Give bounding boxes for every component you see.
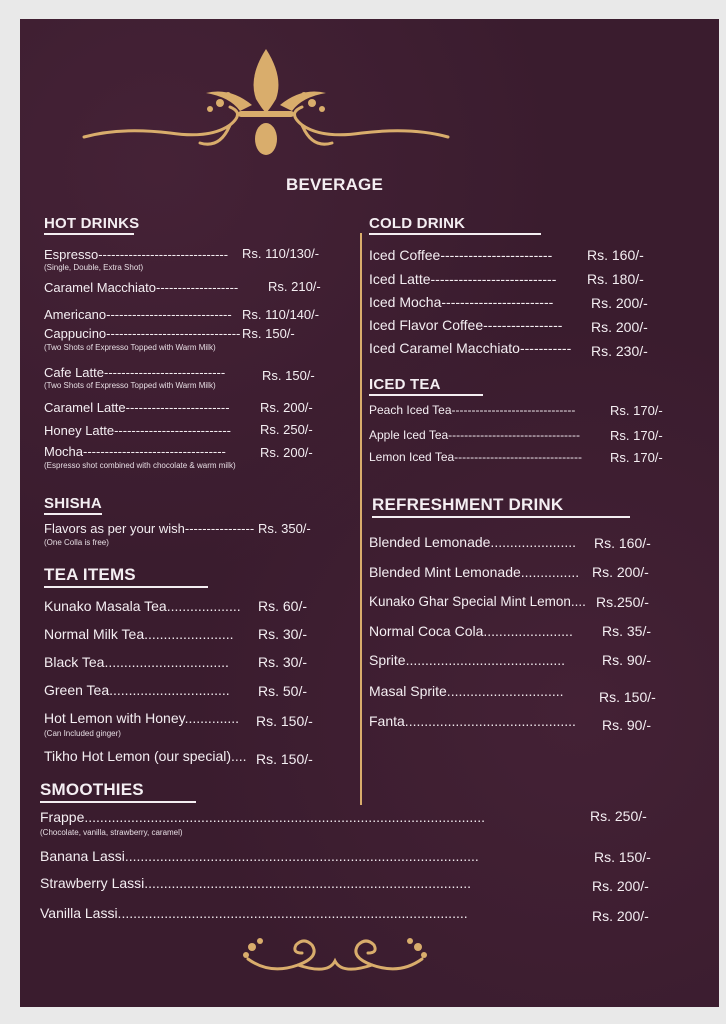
menu-item-price: Rs. 30/- [258, 626, 308, 642]
menu-item-price: Rs. 200/- [592, 878, 649, 894]
menu-item-price: Rs. 150/- [256, 751, 313, 767]
menu-item-price: Rs.250/- [596, 594, 649, 610]
section-underline [44, 513, 102, 515]
menu-item-name: Fanta............................................ [369, 713, 576, 729]
menu-item-name: Tikho Hot Lemon (our special).... [44, 748, 247, 764]
menu-item-name: Iced Mocha------------------------ [369, 294, 554, 310]
menu-item-note: (Can Included ginger) [44, 729, 121, 738]
menu-item-price: Rs. 200/- [591, 295, 648, 311]
menu-item-price: Rs. 170/- [610, 450, 663, 465]
menu-item-price: Rs. 150/- [242, 326, 295, 341]
menu-item-name: Caramel Macchiato------------------- [44, 280, 239, 295]
menu-item-note: (Espresso shot combined with chocolate & warm milk) [44, 461, 236, 470]
menu-item-name: Flavors as per your wish---------------- [44, 521, 255, 536]
menu-item-price: Rs. 110/130/- [242, 246, 320, 261]
menu-item-price: Rs. 150/- [256, 713, 313, 729]
menu-item-name: Frappe....................................................................................................... [40, 809, 485, 825]
menu-item-price: Rs. 110/140/- [242, 307, 320, 322]
menu-item-name: Honey Latte--------------------------- [44, 423, 231, 438]
section-underline [372, 516, 630, 518]
section-heading-iced-tea: ICED TEA [369, 376, 441, 393]
scroll-ornament-icon [240, 931, 430, 981]
menu-item-name: Lemon Iced Tea-------------------------------- [369, 450, 583, 464]
menu-item-price: Rs. 180/- [587, 271, 644, 287]
menu-item-name: Banana Lassi........................................................................................... [40, 848, 479, 864]
menu-item-price: Rs. 150/- [262, 368, 315, 383]
menu-item-price: Rs. 200/- [260, 400, 313, 415]
section-underline [369, 394, 483, 396]
column-divider [360, 233, 362, 805]
menu-item-price: Rs. 150/- [599, 689, 656, 705]
menu-item-price: Rs. 210/- [268, 279, 321, 294]
menu-item-name: Cafe Latte---------------------------- [44, 365, 226, 380]
menu-card [20, 19, 719, 1007]
menu-item-name: Iced Flavor Coffee----------------- [369, 317, 563, 333]
menu-item-name: Black Tea................................ [44, 654, 229, 670]
section-heading-smoothies: SMOOTHIES [40, 780, 144, 799]
section-underline [44, 586, 208, 588]
menu-item-name: Cappucino------------------------------- [44, 326, 241, 341]
section-heading-hot-drinks: HOT DRINKS [44, 215, 140, 232]
fleur-de-lis-ornament-icon [80, 47, 452, 177]
menu-item-note: (Single, Double, Extra Shot) [44, 263, 144, 272]
menu-item-price: Rs. 90/- [602, 717, 652, 733]
menu-item-note: (One Colla is free) [44, 538, 109, 547]
menu-item-name: Peach Iced Tea------------------------------- [369, 403, 576, 417]
menu-item-price: Rs. 250/- [590, 808, 647, 824]
menu-item-name: Masal Sprite.............................. [369, 683, 564, 699]
menu-item-price: Rs. 90/- [602, 652, 652, 668]
menu-item-price: Rs. 50/- [258, 683, 308, 699]
page-title: BEVERAGE [286, 175, 384, 194]
menu-item-name: Mocha--------------------------------- [44, 444, 226, 459]
section-heading-cold-drink: COLD DRINK [369, 215, 466, 232]
menu-item-name: Blended Lemonade...................... [369, 534, 577, 550]
menu-item-price: Rs. 250/- [260, 422, 313, 437]
menu-item-name: Hot Lemon with Honey.............. [44, 710, 240, 726]
menu-item-price: Rs. 200/- [592, 908, 649, 924]
menu-item-name: Sprite......................................... [369, 652, 566, 668]
menu-item-name: Caramel Latte------------------------ [44, 400, 230, 415]
menu-item-name: Normal Coca Cola....................... [369, 623, 573, 639]
menu-item-price: Rs. 160/- [587, 247, 644, 263]
section-heading-shisha: SHISHA [44, 495, 102, 512]
section-underline [44, 233, 134, 235]
section-heading-refreshment-drink: REFRESHMENT DRINK [372, 495, 564, 514]
menu-item-name: Kunako Masala Tea................... [44, 598, 241, 614]
section-underline [40, 801, 196, 803]
menu-item-name: Kunako Ghar Special Mint Lemon.... [369, 594, 586, 609]
menu-item-note: (Two Shots of Expresso Topped with Warm Milk) [44, 381, 216, 390]
section-heading-tea-items: TEA ITEMS [44, 565, 136, 584]
menu-item-price: Rs. 35/- [602, 623, 652, 639]
menu-item-name: Vanilla Lassi.......................................................................................... [40, 905, 468, 921]
menu-item-name: Green Tea............................... [44, 682, 230, 698]
menu-item-price: Rs. 170/- [610, 428, 663, 443]
section-underline [369, 233, 541, 235]
menu-item-price: Rs. 350/- [258, 521, 311, 536]
menu-item-name: Iced Latte--------------------------- [369, 271, 557, 287]
menu-item-price: Rs. 160/- [594, 535, 651, 551]
menu-item-name: Strawberry Lassi.................................................................................... [40, 875, 471, 891]
menu-item-name: Blended Mint Lemonade............... [369, 564, 580, 580]
menu-item-name: Americano----------------------------- [44, 307, 232, 322]
menu-item-note: (Two Shots of Expresso Topped with Warm Milk) [44, 343, 216, 352]
menu-item-price: Rs. 150/- [594, 849, 651, 865]
menu-item-price: Rs. 230/- [591, 343, 648, 359]
menu-item-name: Apple Iced Tea--------------------------------- [369, 428, 581, 442]
menu-item-price: Rs. 60/- [258, 598, 308, 614]
menu-item-price: Rs. 200/- [591, 319, 648, 335]
menu-item-price: Rs. 200/- [592, 564, 649, 580]
menu-item-price: Rs. 200/- [260, 445, 313, 460]
menu-item-name: Espresso------------------------------ [44, 247, 229, 262]
menu-item-name: Iced Coffee------------------------ [369, 247, 553, 263]
menu-item-price: Rs. 30/- [258, 654, 308, 670]
menu-item-note: (Chocolate, vanilla, strawberry, caramel) [40, 828, 183, 837]
menu-item-name: Normal Milk Tea....................... [44, 626, 234, 642]
menu-item-name: Iced Caramel Macchiato----------- [369, 340, 572, 356]
menu-item-price: Rs. 170/- [610, 403, 663, 418]
